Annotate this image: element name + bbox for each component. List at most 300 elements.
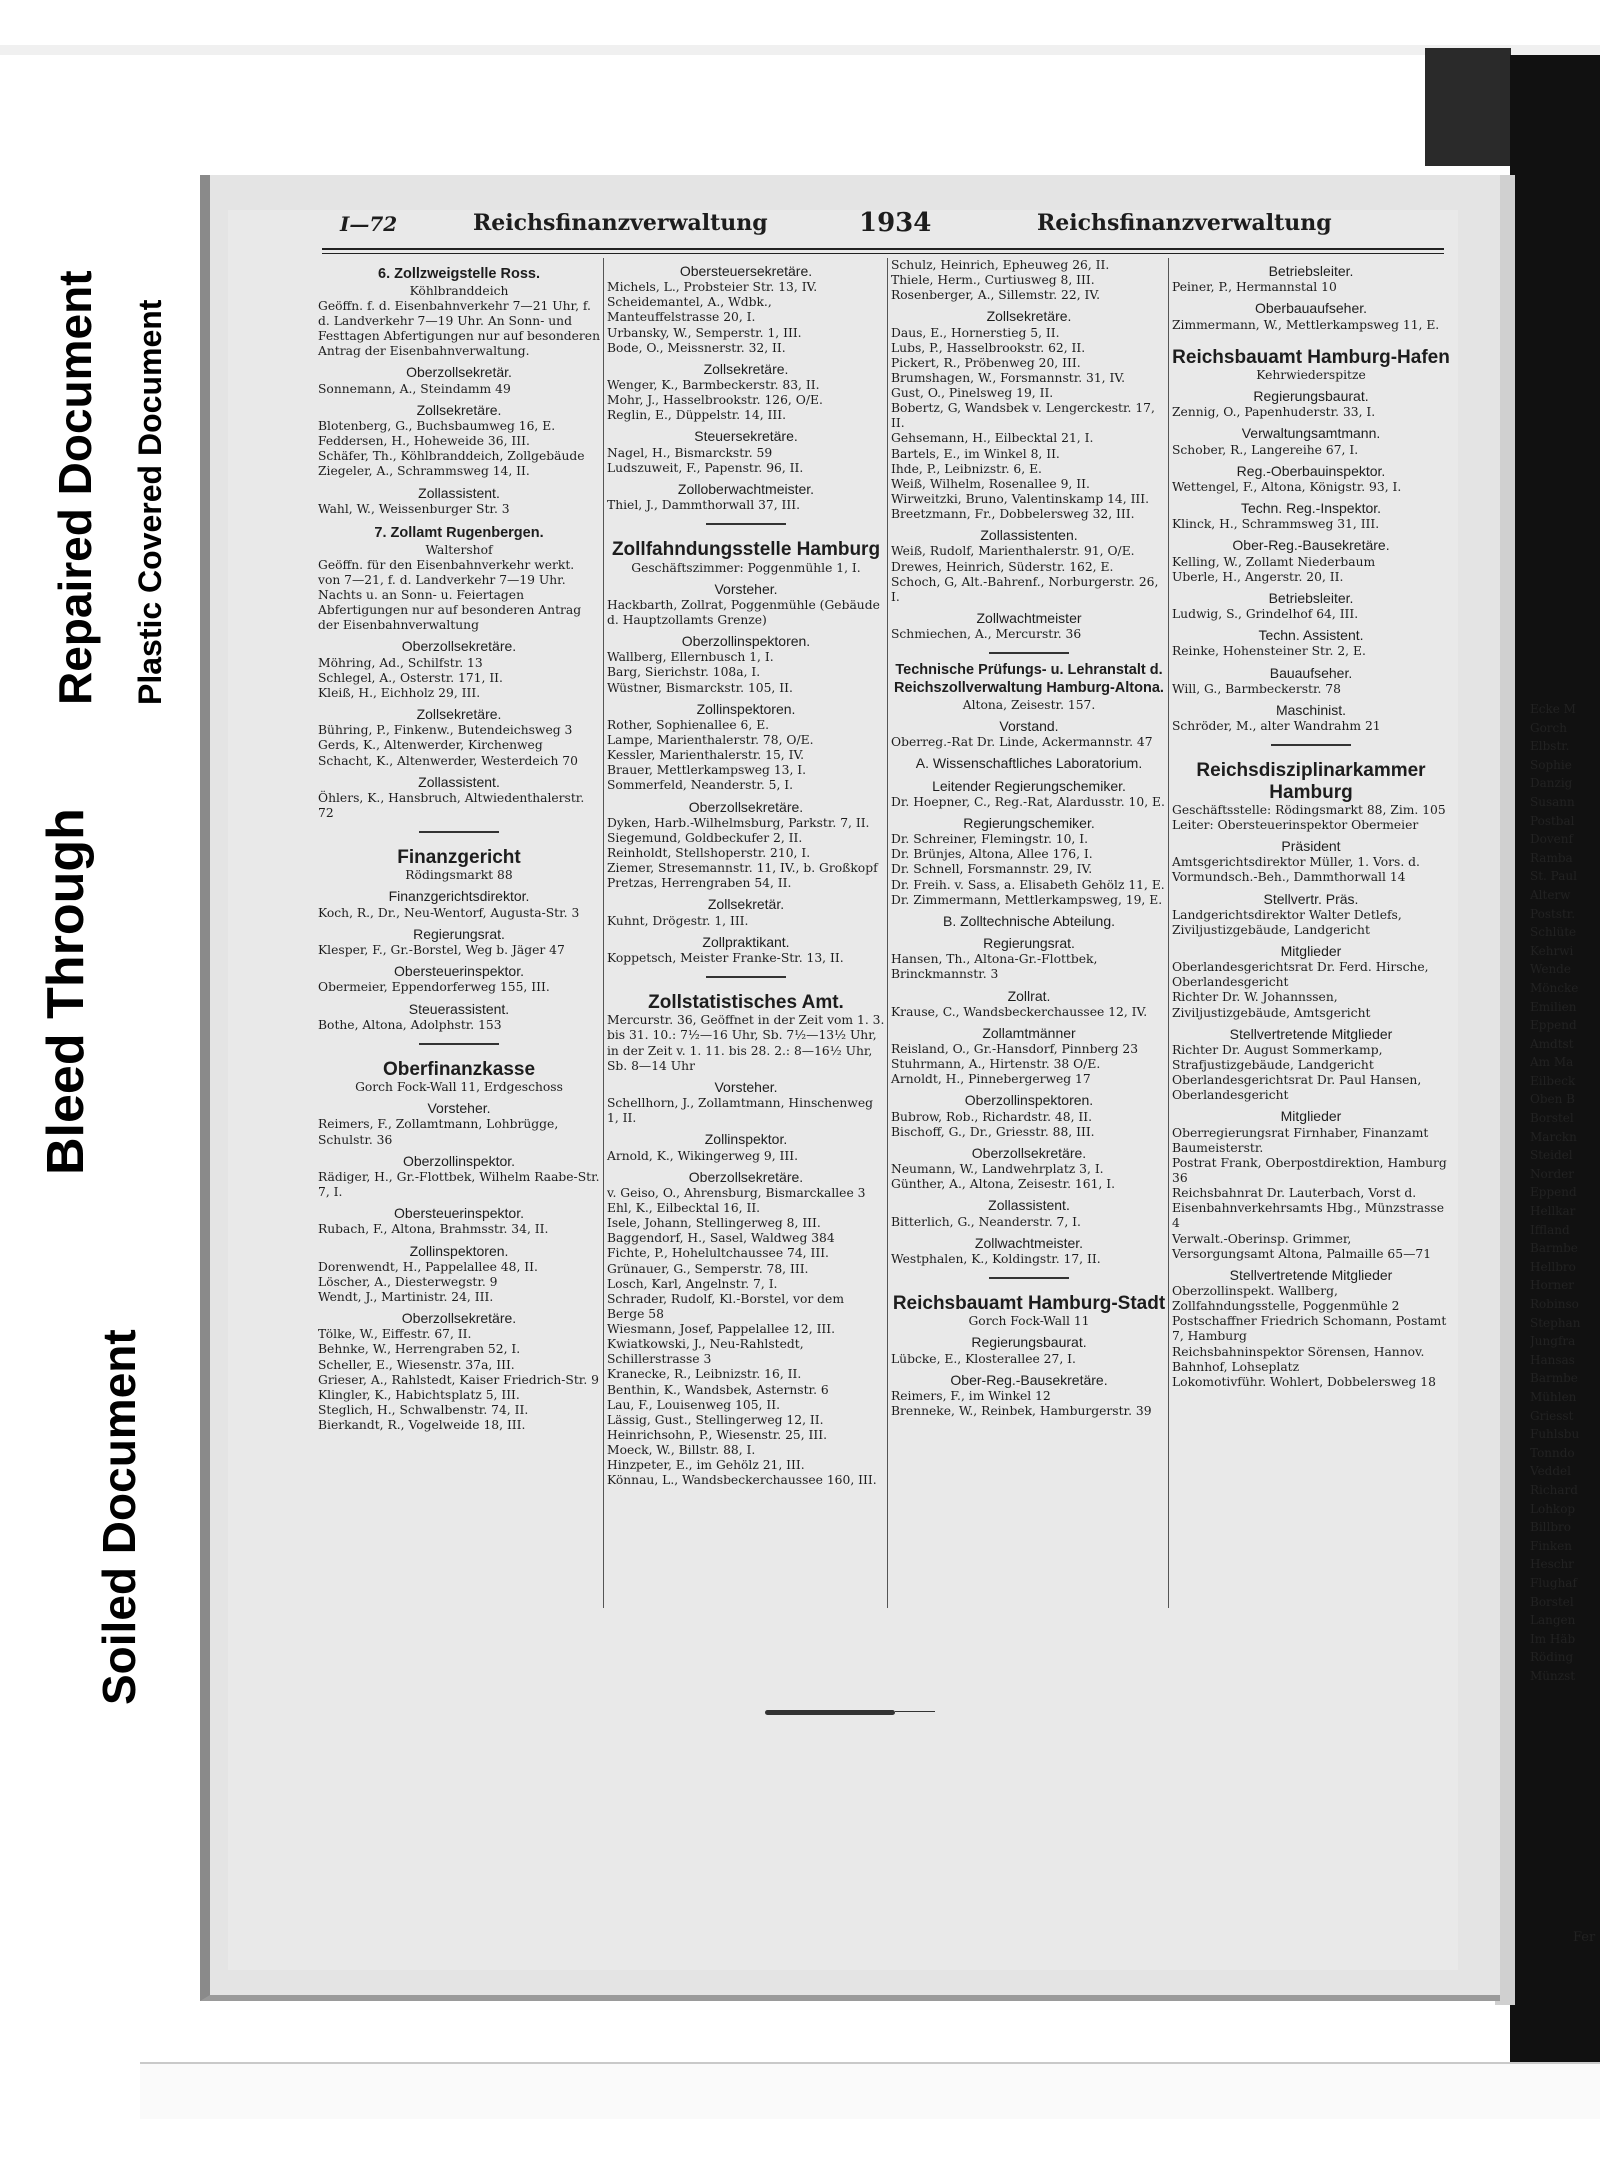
next-page-line: Borstel	[1530, 1111, 1574, 1126]
directory-entry: Arnoldt, H., Pinnebergerweg 17	[891, 1072, 1091, 1087]
office-title: Reichsbauamt Hamburg-Hafen	[1172, 346, 1450, 368]
directory-entry: Öhlers, K., Hansbruch, Altwiedenthalerstr. 72	[318, 790, 585, 820]
directory-entry: Sonnemann, A., Steindamm 49	[318, 381, 511, 396]
directory-entry: Dr. Zimmermann, Mettlerkampsweg, 19, E.	[891, 892, 1163, 907]
office-title: Oberfinanzkasse	[382, 1058, 536, 1080]
position-heading: Zollsekretär.	[707, 896, 785, 913]
next-page-footer-fragment: Fer	[1573, 1930, 1596, 1945]
directory-entry: Schellhorn, J., Zollamtmann, Hinschenweg 1, II.	[607, 1096, 873, 1126]
position-heading: Zollrat.	[1007, 987, 1051, 1004]
section-divider	[706, 523, 786, 525]
directory-entry: Geschäftsstelle: Rödingsmarkt 88, Zim. 105	[1172, 802, 1446, 817]
directory-entry: Daus, E., Hornerstieg 5, II.	[891, 325, 1060, 340]
section-divider	[706, 976, 786, 978]
directory-entry: Dr. Hoepner, C., Reg.-Rat, Alardusstr. 10, E.	[891, 794, 1165, 809]
directory-entry: Ludszuweit, F., Papenstr. 96, II.	[607, 460, 804, 475]
directory-entry: Urbansky, W., Semperstr. 1, III.	[607, 325, 802, 340]
next-page-line: Poststr.	[1530, 906, 1576, 921]
directory-entry: Bobertz, G, Wandsbek v. Lengerckestr. 17, II.	[891, 401, 1155, 431]
next-page-line: Im Häb	[1530, 1631, 1576, 1646]
directory-entry: Oberregierungsrat Firnhaber, Finanzamt Baumeisterstr.	[1172, 1125, 1429, 1155]
directory-entry: Dr. Schreiner, Flemingstr. 10, I.	[891, 832, 1089, 847]
directory-entry: Gust, O., Pinelsweg 19, II.	[891, 386, 1054, 401]
section-divider	[419, 1043, 499, 1045]
directory-entry: Brenneke, W., Reinbek, Hamburgerstr. 39	[891, 1404, 1152, 1419]
position-heading: Zollassistent.	[418, 484, 500, 501]
directory-entry: Wallberg, Ellernbusch 1, I.	[607, 650, 774, 665]
position-heading: Oberzollinspektoren.	[681, 633, 811, 650]
directory-entry: Grünauer, G., Semperstr. 78, III.	[607, 1261, 809, 1276]
bottom-ornament	[765, 1710, 895, 1715]
directory-entry: Krause, C., Wandsbeckerchaussee 12, IV.	[891, 1004, 1148, 1019]
next-page-line: Alterw	[1530, 887, 1571, 902]
next-page-line: Gorch	[1530, 720, 1567, 735]
directory-entry: Richter Dr. August Sommerkamp, Strafjustizgebäude, Landgericht	[1172, 1042, 1383, 1073]
directory-entry: Klesper, F., Gr.-Borstel, Weg b. Jäger 47	[318, 943, 565, 958]
soiled-document-label: Soiled Document	[93, 1329, 145, 1705]
position-heading: Stellvertretende Mitglieder	[1229, 1266, 1393, 1283]
directory-entry: Barg, Sierichstr. 108a, I.	[607, 665, 761, 680]
next-page-line: Borstel	[1530, 1594, 1574, 1609]
directory-entry: Klinck, H., Schrammsweg 31, III.	[1172, 517, 1380, 532]
directory-entry: Schröder, M., alter Wandrahm 21	[1172, 719, 1381, 734]
directory-entry: Breetzmann, Fr., Dobbelersweg 32, III.	[891, 507, 1135, 522]
bleed-through-label: Bleed Through	[37, 808, 95, 1175]
directory-entry: Schmiechen, A., Mercurstr. 36	[891, 627, 1082, 642]
directory-entry: Gehsemann, H., Eilbecktal 21, I.	[891, 431, 1094, 446]
position-heading: Zollamtmänner	[982, 1024, 1076, 1041]
next-page-line: Emilien	[1530, 999, 1577, 1014]
position-heading: Techn. Assistent.	[1258, 627, 1364, 644]
directory-entry: Wettengel, F., Altona, Königstr. 93, I.	[1172, 479, 1402, 494]
directory-entry: Benthin, K., Wandsbek, Asternstr. 6	[607, 1382, 829, 1397]
position-heading: Zollinspektor.	[704, 1131, 788, 1148]
position-heading: Vorstand.	[999, 718, 1059, 735]
next-page-line: Eilbeck	[1530, 1073, 1576, 1088]
directory-entry: Wenger, K., Barmbeckerstr. 83, II.	[607, 378, 820, 393]
next-page-line: Amdtst	[1530, 1036, 1574, 1051]
position-heading: Obersteuerinspektor.	[394, 1205, 524, 1222]
directory-entry: Ziemer, Stresemannstr. 11, IV., b. Großkopf	[607, 861, 878, 876]
next-page-line: Oben B	[1530, 1092, 1575, 1107]
next-page-line: Jungfra	[1530, 1334, 1576, 1349]
position-heading: Zollsekretäre.	[416, 401, 502, 418]
directory-entry: Will, G., Barmbeckerstr. 78	[1172, 681, 1341, 696]
next-page-line: Barmbe	[1530, 1371, 1578, 1386]
office-address: Waltershof	[425, 542, 493, 557]
directory-entry: Kessler, Marienthalerstr. 15, IV.	[607, 748, 805, 763]
directory-entry: Behnke, W., Herrengraben 52, I.	[318, 1342, 521, 1357]
directory-entry: Reinke, Hohensteiner Str. 2, E.	[1172, 644, 1366, 659]
directory-entry: Rosenberger, A., Sillemstr. 22, IV.	[891, 288, 1101, 303]
directory-entry: Bode, O., Meissnerstr. 32, II.	[607, 340, 786, 355]
next-page-line: Veddel	[1530, 1464, 1571, 1479]
office-title: Reichsbauamt Hamburg-Stadt	[892, 1293, 1166, 1315]
bottom-ornament-line	[895, 1711, 935, 1712]
office-address: Geschäftszimmer: Poggenmühle 1, I.	[631, 560, 861, 575]
next-page-line: Münzst	[1530, 1668, 1576, 1683]
next-page-line: Dovenf	[1530, 832, 1573, 847]
position-heading: Regierungsrat.	[413, 925, 505, 942]
position-heading: Finanzgerichtsdirektor.	[388, 888, 530, 905]
directory-entry: Lokomotivführ. Wohlert, Dobbelersweg 18	[1172, 1374, 1436, 1389]
directory-entry: Zimmermann, W., Mettlerkampsweg 11, E.	[1172, 317, 1440, 332]
column-1	[318, 258, 600, 1433]
directory-entry: Reisland, O., Gr.-Hansdorf, Pinnberg 23	[891, 1042, 1139, 1057]
position-heading: Mitglieder	[1280, 943, 1342, 960]
next-page-line: Möncke	[1530, 980, 1579, 995]
position-heading: Betriebsleiter.	[1268, 263, 1354, 279]
directory-entry: Steglich, H., Schwalbenstr. 74, II.	[318, 1402, 529, 1417]
directory-entry: Ludwig, S., Grindelhof 64, III.	[1172, 607, 1359, 622]
position-heading: Präsident	[1281, 838, 1341, 855]
position-heading: Stellvertr. Präs.	[1263, 890, 1359, 907]
directory-entry: Wendt, J., Martinistr. 24, III.	[318, 1290, 494, 1304]
position-heading: Verwaltungsamtmann.	[1241, 425, 1381, 442]
directory-entry: Bierkandt, R., Vogelweide 18, III.	[318, 1418, 526, 1433]
directory-entry: Oberzollinspekt. Wallberg, Zollfahndungsstelle, Poggenmühle 2	[1172, 1284, 1400, 1314]
position-heading: Vorsteher.	[714, 1078, 778, 1095]
directory-entry: Arnold, K., Wikingerweg 9, III.	[607, 1148, 799, 1163]
directory-entry: Weiß, Rudolf, Marienthalerstr. 91, O/E.	[891, 544, 1135, 559]
directory-entry: Verwalt.-Oberinsp. Grimmer, Versorgungsamt Altona, Palmaille 65—71	[1172, 1231, 1432, 1261]
next-page-line: Finken	[1530, 1538, 1572, 1553]
directory-entry: Schulz, Heinrich, Epheuweg 26, II.	[891, 258, 1110, 272]
position-heading: Oberzollsekretäre.	[688, 1168, 804, 1185]
directory-entry: Neumann, W., Landwehrplatz 3, I.	[891, 1162, 1104, 1177]
header-rule	[322, 248, 1444, 254]
page-number: I—72	[340, 212, 398, 236]
section-divider	[419, 831, 499, 833]
directory-entry: Baggendorf, H., Sasel, Waldweg 384	[607, 1231, 835, 1246]
next-page-line: Ramba	[1530, 850, 1573, 865]
directory-entry: Kwiatkowski, J., Neu-Rahlstedt, Schillerstrasse 3	[607, 1337, 804, 1367]
office-title: Finanzgericht	[397, 847, 521, 869]
office-title: Zollfahndungsstelle Hamburg	[611, 539, 881, 561]
directory-entry: Wiesmann, Josef, Pappelallee 12, III.	[607, 1322, 836, 1336]
next-page-line: Tonndo	[1530, 1445, 1575, 1460]
directory-entry: Siegemund, Goldbeckufer 2, II.	[607, 830, 803, 845]
scan-bottom-edge	[140, 2062, 1600, 2119]
directory-entry: Gerds, K., Altenwerder, Kirchenweg	[318, 738, 543, 753]
next-page-line: Ecke M	[1530, 702, 1576, 716]
directory-entry: Postrat Frank, Oberpostdirektion, Hamburg 36	[1172, 1155, 1447, 1186]
directory-entry: Tölke, W., Eiffestr. 67, II.	[318, 1327, 472, 1342]
position-heading: Oberbauaufseher.	[1254, 300, 1368, 317]
directory-entry: Westphalen, K., Koldingstr. 17, II.	[891, 1251, 1101, 1266]
directory-entry: Geöffn. f. d. Eisenbahnverkehr 7—21 Uhr, f. d. Landverkehr 7—19 Uhr. An Sonn- und Festtagen Abfertigungen nur auf besonderen Antrag der Eisenbahnverwaltung.	[318, 298, 601, 359]
next-page-line: Richard	[1530, 1482, 1578, 1497]
directory-entry: Schäfer, Th., Köhlbranddeich, Zollgebäude	[318, 449, 585, 464]
directory-entry: Lau, F., Louisenweg 105, II.	[607, 1397, 781, 1412]
directory-entry: Oberlandesgerichtsrat Dr. Paul Hansen, Oberlandesgericht	[1172, 1073, 1422, 1103]
office-title: Reichsdisziplinarkammer Hamburg	[1196, 760, 1426, 803]
directory-entry: Klingler, K., Habichtsplatz 5, III.	[318, 1387, 520, 1402]
directory-entry: Brauer, Mettlerkampsweg 13, I.	[607, 763, 807, 778]
section-divider	[989, 652, 1069, 654]
directory-entry: Dr. Schnell, Forsmannstr. 29, IV.	[891, 862, 1093, 877]
position-heading: Obersteuersekretäre.	[679, 263, 813, 279]
position-heading: Zollsekretäre.	[986, 308, 1072, 325]
directory-entry: Fichte, P., Hohelultchaussee 74, III.	[607, 1246, 829, 1261]
section-title: 7. Zollamt Rugenbergen.	[374, 524, 544, 541]
directory-entry: Bühring, P., Finkenw., Butendeichsweg 3	[318, 723, 573, 738]
directory-entry: Hinzpeter, E., im Gehölz 21, III.	[607, 1458, 805, 1473]
directory-entry: Hansen, Th., Altona-Gr.-Flottbek, Brinckmannstr. 3	[891, 952, 1098, 982]
scan-top-edge	[0, 45, 1600, 55]
directory-entry: Schlegel, A., Osterstr. 171, II.	[318, 670, 503, 685]
directory-entry: Könnau, L., Wandsbeckerchaussee 160, III.	[607, 1473, 877, 1488]
directory-entry: Geöffn. für den Eisenbahnverkehr werkt. von 7—21, f. d. Landverkehr 7—19 Uhr. Nachts u. an Sonn- u. Feiertagen Abfertigungen nur auf besonderen Antrag der Eisenbahnverwaltung	[318, 557, 582, 633]
position-heading: B. Zolltechnische Abteilung.	[943, 912, 1115, 929]
directory-entry: Bischoff, G., Dr., Griesstr. 88, III.	[891, 1124, 1095, 1139]
directory-entry: Koppetsch, Meister Franke-Str. 13, II.	[607, 950, 844, 965]
position-heading: Steuerassistent.	[408, 1000, 510, 1017]
directory-entry: Schrader, Rudolf, Kl.-Borstel, vor dem Berge 58	[607, 1291, 844, 1321]
directory-entry: Ziegeler, A., Schrammsweg 14, II.	[318, 464, 530, 479]
header-left-title: Reichsfinanzverwaltung	[473, 210, 768, 236]
next-page-line: Sophie	[1530, 757, 1572, 772]
next-page-line: Flughaf	[1530, 1575, 1577, 1590]
directory-entry: Heinrichsohn, P., Wiesenstr. 25, III.	[607, 1427, 828, 1442]
directory-entry: Richter Dr. W. Johannssen, Ziviljustizgebäude, Amtsgericht	[1172, 990, 1371, 1020]
column-divider	[1168, 258, 1169, 1608]
position-heading: Bauaufseher.	[1269, 664, 1353, 681]
next-page-line: Hellkar	[1530, 1204, 1576, 1219]
next-page-line: Barmbe	[1530, 1241, 1578, 1256]
directory-entry: Losch, Karl, Angelnstr. 7, I.	[607, 1276, 778, 1291]
section-title: Technische Prüfungs- u. Lehranstalt d. Reichszollverwaltung Hamburg-Altona.	[894, 662, 1164, 697]
office-address: Köhlbranddeich	[409, 283, 509, 298]
directory-entry: Blotenberg, G., Buchsbaumweg 16, E.	[318, 419, 556, 434]
directory-entry: Zennig, O., Papenhuderstr. 33, I.	[1172, 405, 1376, 420]
directory-entry: Oberreg.-Rat Dr. Linde, Ackermannstr. 47	[891, 735, 1153, 750]
directory-entry: Kuhnt, Drögestr. 1, III.	[607, 913, 749, 928]
next-page-line: Hellbro	[1530, 1259, 1576, 1274]
position-heading: Zollsekretäre.	[703, 360, 789, 377]
position-heading: Zollwachtmeister	[976, 609, 1082, 626]
position-heading: Regierungsbaurat.	[971, 1334, 1087, 1351]
next-page-line: Iffland	[1530, 1222, 1570, 1237]
position-heading: Zollassistent.	[418, 773, 500, 790]
directory-entry: Möhring, Ad., Schilfstr. 13	[318, 655, 483, 670]
directory-entry: Wahl, W., Weissenburger Str. 3	[318, 501, 510, 516]
next-page-line: Norder	[1530, 1166, 1574, 1181]
directory-entry: Drewes, Heinrich, Süderstr. 162, E.	[891, 559, 1114, 574]
directory-entry: Mohr, J., Hasselbrookstr. 126, O/E.	[607, 393, 823, 408]
next-page-line: St. Paul	[1530, 869, 1577, 884]
directory-entry: Bothe, Altona, Adolphstr. 153	[318, 1017, 502, 1032]
next-page-line: Griesst	[1530, 1408, 1574, 1423]
position-heading: Regierungschemiker.	[963, 814, 1095, 831]
column-divider	[887, 258, 888, 1608]
directory-entry: Wirweitzki, Bruno, Valentinskamp 14, III.	[891, 491, 1150, 506]
position-heading: Maschinist.	[1275, 701, 1347, 718]
position-heading: Zollassistenten.	[980, 527, 1078, 544]
directory-entry: Weiß, Wilhelm, Rosenallee 9, II.	[891, 476, 1090, 491]
position-heading: Mitglieder	[1280, 1108, 1342, 1125]
office-address: Kehrwiederspitze	[1256, 367, 1366, 382]
position-heading: Zollwachtmeister.	[974, 1234, 1084, 1251]
directory-entry: Reinholdt, Stellshoperstr. 210, I.	[607, 846, 811, 861]
next-page-line: Lohkop	[1530, 1501, 1576, 1516]
office-title: Zollstatistisches Amt.	[648, 992, 844, 1014]
position-heading: Ober-Reg.-Bausekretäre.	[1232, 537, 1390, 554]
directory-entry: Schoch, G, Alt.-Bahrenf., Norburgerstr. 26, I.	[891, 574, 1159, 604]
position-heading: Zollpraktikant.	[702, 933, 790, 950]
directory-entry: Lampe, Marienthalerstr. 78, O/E.	[607, 733, 814, 748]
directory-entry: Lässig, Gust., Stellingerweg 12, II.	[607, 1412, 824, 1427]
column-3	[891, 258, 1167, 1419]
directory-entry: Reichsbahnrat Dr. Lauterbach, Vorst d. Eisenbahnverkehrsamts Hbg., Münzstrasse 4	[1172, 1186, 1445, 1231]
next-page-text	[1530, 700, 1600, 1685]
next-page-line: Steidel	[1530, 1148, 1573, 1163]
column-4	[1172, 258, 1450, 1390]
directory-entry: Thiele, Herm., Curtiusweg 8, III.	[891, 273, 1095, 288]
header-right-title: Reichsfinanzverwaltung	[1037, 210, 1332, 236]
position-heading: Obersteuerinspektor.	[394, 963, 524, 980]
directory-entry: Günther, A., Altona, Zeisestr. 161, I.	[891, 1177, 1115, 1192]
directory-entry: Dyken, Harb.-Wilhelmsburg, Parkstr. 7, II.	[607, 815, 870, 830]
directory-entry: Rädiger, H., Gr.-Flottbek, Wilhelm Raabe-Str. 7, I.	[318, 1169, 600, 1200]
next-page-line: Heschr	[1530, 1557, 1574, 1572]
next-page-line: Wende	[1530, 962, 1571, 977]
position-heading: Regierungsrat.	[983, 935, 1075, 952]
position-heading: Stellvertretende Mitglieder	[1229, 1025, 1393, 1042]
directory-entry: Moeck, W., Billstr. 88, I.	[607, 1443, 756, 1457]
directory-entry: Kranecke, R., Leibnizstr. 16, II.	[607, 1367, 802, 1382]
next-page-line: Röding	[1530, 1650, 1574, 1665]
directory-entry: Ehl, K., Eilbecktal 16, II.	[607, 1201, 761, 1215]
directory-entry: Amtsgerichtsdirektor Müller, 1. Vors. d. Vormundsch.-Beh., Dammthorwall 14	[1172, 855, 1420, 885]
directory-entry: Brumshagen, W., Forsmannstr. 31, IV.	[891, 370, 1125, 385]
position-heading: Oberzollinspektoren.	[964, 1092, 1094, 1109]
section-divider	[1271, 744, 1351, 746]
directory-entry: Leiter: Obersteuerinspektor Obermeier	[1172, 817, 1419, 832]
position-heading: Regierungsbaurat.	[1253, 388, 1369, 405]
column-2	[607, 258, 885, 1488]
position-heading: Betriebsleiter.	[1268, 589, 1354, 606]
next-page-line: Elbstr.	[1530, 739, 1570, 754]
directory-entry: Stuhrmann, A., Hirtenstr. 38 O/E.	[891, 1057, 1101, 1072]
position-heading: Oberzollsekretäre.	[401, 638, 517, 655]
next-page-line: Kehrwi	[1530, 943, 1574, 958]
directory-entry: Grieser, A., Rahlstedt, Kaiser Friedrich-Str. 9	[318, 1372, 599, 1387]
plastic-covered-label: Plastic Covered Document	[132, 299, 168, 705]
directory-entry: Obermeier, Eppendorferweg 155, III.	[318, 980, 550, 995]
position-heading: Leitender Regierungschemiker.	[932, 777, 1126, 794]
directory-entry: Pickert, R., Pröbenweg 20, III.	[891, 355, 1081, 370]
directory-entry: Peiner, P., Hermannstal 10	[1172, 280, 1337, 295]
directory-entry: Löscher, A., Diesterwegstr. 9	[318, 1274, 498, 1289]
page-header	[325, 208, 1445, 244]
position-heading: Zollinspektoren.	[696, 700, 796, 717]
position-heading: Oberzollsekretäre.	[688, 798, 804, 815]
next-page-line: Horner	[1530, 1278, 1574, 1293]
directory-entry: Postschaffner Friedrich Schomann, Postamt 7, Hamburg	[1172, 1314, 1447, 1344]
position-heading: Vorsteher.	[714, 580, 778, 597]
next-page-line: Fuhlsbu	[1530, 1427, 1580, 1442]
office-address: Altona, Zeisestr. 157.	[962, 697, 1096, 712]
directory-entry: Bartels, E., im Winkel 8, II.	[891, 446, 1060, 461]
header-year: 1934	[859, 208, 932, 238]
directory-entry: Rother, Sophienallee 6, E.	[607, 717, 770, 732]
directory-entry: Reimers, F., im Winkel 12	[891, 1389, 1051, 1404]
directory-entry: Oberlandesgerichtsrat Dr. Ferd. Hirsche, Oberlandesgericht	[1172, 960, 1429, 990]
directory-entry: Thiel, J., Dammthorwall 37, III.	[607, 498, 801, 513]
scan-black-tab	[1425, 48, 1511, 166]
next-page-line: Billbro	[1530, 1520, 1571, 1535]
next-page-line: Marckn	[1530, 1129, 1577, 1144]
directory-entry: Lübcke, E., Klosterallee 27, I.	[891, 1351, 1076, 1366]
position-heading: Oberzollsekretär.	[406, 364, 512, 381]
directory-entry: Bubrow, Rob., Richardstr. 48, II.	[891, 1109, 1093, 1124]
directory-entry: Rubach, F., Altona, Brahmsstr. 34, II.	[318, 1222, 549, 1237]
directory-entry: Kelling, W., Zollamt Niederbaum	[1172, 554, 1376, 569]
section-title: 6. Zollzweigstelle Ross.	[378, 266, 540, 282]
directory-entry: Mercurstr. 36, Geöffnet in der Zeit vom 1. 3. bis 31. 10.: 7½—16 Uhr, Sb. 7½—13½ Uhr, in der Zeit v. 1. 11. bis 28. 2.: 8—16½ Uhr, Sb. 8—14 Uhr	[607, 1013, 885, 1073]
directory-entry: Michels, L., Probsteier Str. 13, IV.	[607, 280, 818, 295]
position-heading: Zolloberwachtmeister.	[677, 480, 815, 497]
next-page-line: Postbal	[1530, 813, 1575, 828]
next-page-line: Am Ma	[1530, 1055, 1574, 1070]
directory-entry: Dr. Brünjes, Altona, Allee 176, I.	[891, 847, 1093, 862]
directory-entry: Scheller, E., Wiesenstr. 37a, III.	[318, 1357, 515, 1372]
next-page-line: Mühlen	[1530, 1389, 1577, 1404]
next-page-line: Eppend	[1530, 1185, 1577, 1200]
position-heading: Techn. Reg.-Inspektor.	[1240, 500, 1382, 517]
directory-entry: Hackbarth, Zollrat, Poggenmühle (Gebäude d. Hauptzollamts Grenze)	[607, 597, 880, 627]
position-heading: Oberzollsekretäre.	[971, 1144, 1087, 1161]
directory-entry: Kleiß, H., Eichholz 29, III.	[318, 685, 481, 700]
position-heading: A. Wissenschaftliches Laboratorium.	[915, 755, 1143, 772]
office-address: Gorch Fock-Wall 11, Erdgeschoss	[355, 1080, 563, 1095]
position-heading: Ober-Reg.-Bausekretäre.	[950, 1371, 1108, 1388]
next-page-line: Langen	[1530, 1613, 1576, 1628]
next-page-line: Susann	[1530, 794, 1575, 809]
directory-entry: Bitterlich, G., Neanderstr. 7, I.	[891, 1214, 1081, 1229]
next-page-line: Stephan	[1530, 1315, 1581, 1330]
office-address: Gorch Fock-Wall 11	[968, 1314, 1090, 1329]
directory-entry: Reimers, F., Zollamtmann, Lohbrügge, Schulstr. 36	[318, 1117, 559, 1147]
position-heading: Vorsteher.	[427, 1100, 491, 1117]
directory-entry: Ihde, P., Leibnizstr. 6, E.	[891, 461, 1042, 476]
directory-entry: Scheidemantel, A., Wdbk., Manteuffelstrasse 20, I.	[607, 295, 772, 325]
directory-entry: Feddersen, H., Hoheweide 36, III.	[318, 434, 530, 449]
directory-entry: Isele, Johann, Stellingerweg 8, III.	[607, 1216, 821, 1231]
directory-entry: Wüstner, Bismarckstr. 105, II.	[607, 680, 793, 695]
position-heading: Zollsekretäre.	[416, 706, 502, 723]
directory-entry: Schober, R., Langereihe 67, I.	[1172, 442, 1359, 457]
column-divider	[603, 258, 604, 1608]
next-page-line: Hansas	[1530, 1352, 1575, 1367]
section-divider	[989, 1277, 1069, 1279]
directory-entry: Schacht, K., Altenwerder, Westerdeich 70	[318, 753, 578, 768]
directory-entry: Pretzas, Herrengraben 54, II.	[607, 876, 792, 891]
directory-entry: v. Geiso, O., Ahrensburg, Bismarckallee 3	[607, 1185, 866, 1200]
directory-entry: Uberle, H., Angerstr. 20, II.	[1172, 569, 1344, 584]
repaired-document-label: Repaired Document	[49, 270, 101, 705]
position-heading: Zollinspektoren.	[409, 1242, 509, 1259]
position-heading: Reg.-Oberbauinspektor.	[1236, 462, 1386, 479]
next-page-line: Robinso	[1530, 1297, 1579, 1311]
office-address: Rödingsmarkt 88	[405, 868, 513, 883]
directory-entry: Reichsbahninspektor Sörensen, Hannov. Bahnhof, Lohseplatz	[1172, 1344, 1425, 1374]
directory-entry: Dorenwendt, H., Pappelallee 48, II.	[318, 1259, 538, 1274]
position-heading: Zollassistent.	[988, 1197, 1070, 1214]
directory-entry: Landgerichtsdirektor Walter Detlefs, Ziviljustizgebäude, Landgericht	[1172, 907, 1402, 937]
position-heading: Oberzollinspektor.	[402, 1152, 516, 1169]
